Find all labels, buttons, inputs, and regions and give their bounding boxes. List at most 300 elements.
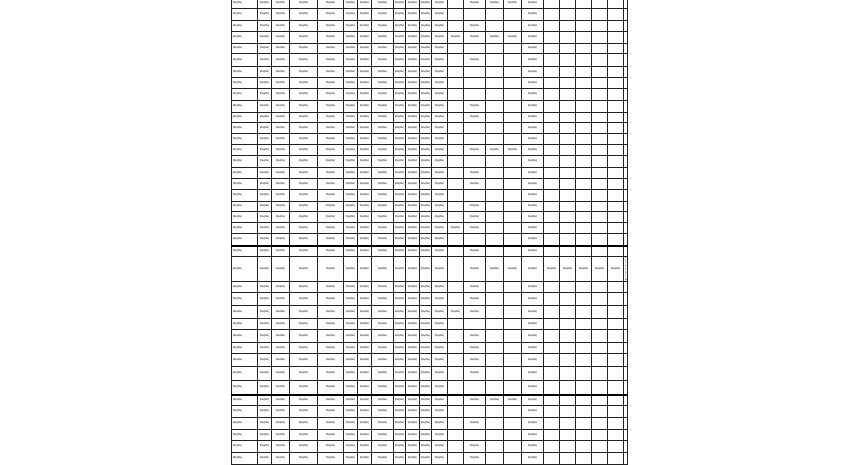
table-cell: [illegible] — [420, 89, 432, 101]
table-cell: [illegible] — [272, 179, 290, 190]
table-cell — [608, 395, 624, 406]
table-cell: [illegible] — [344, 223, 358, 234]
table-cell: [illegible] — [504, 145, 522, 156]
table-cell: [illegible] — [358, 343, 372, 354]
table-cell: [illegible] — [358, 430, 372, 441]
table-cell: [illegible] — [258, 134, 272, 145]
table-cell — [486, 179, 504, 190]
table-cell: [illegible] — [522, 202, 544, 212]
table-cell — [448, 381, 464, 395]
table-cell — [592, 156, 608, 168]
table-cell — [576, 190, 592, 202]
table-cell — [608, 406, 624, 418]
table-cell: [illegible] — [420, 21, 432, 32]
table-cell — [608, 453, 624, 465]
table-cell: [illegible] — [406, 257, 420, 282]
table-cell: [illegible] — [290, 306, 318, 319]
table-cell: [illegible] — [232, 418, 258, 430]
table-cell — [624, 395, 628, 406]
table-cell: [illegible] — [504, 32, 522, 44]
table-row — [232, 395, 628, 406]
table-cell: [illegible] — [358, 306, 372, 319]
table-cell: [illegible] — [258, 441, 272, 453]
table-cell — [592, 0, 608, 9]
table-cell: [illegible] — [432, 257, 448, 282]
table-row — [232, 156, 628, 168]
table-cell — [544, 330, 560, 343]
table-cell — [486, 223, 504, 234]
table-cell: [illegible] — [272, 156, 290, 168]
table-cell — [592, 123, 608, 134]
table-cell: [illegible] — [432, 367, 448, 381]
table-cell: [illegible] — [372, 123, 394, 134]
table-cell — [608, 293, 624, 306]
table-cell: [illegible] — [420, 44, 432, 54]
table-cell — [576, 246, 592, 257]
table-cell: [illegible] — [372, 202, 394, 212]
table-cell: [illegible] — [432, 234, 448, 246]
table-cell: [illegible] — [290, 343, 318, 354]
table-cell: [illegible] — [258, 78, 272, 89]
table-cell: [illegible] — [258, 9, 272, 21]
table-cell — [544, 430, 560, 441]
table-cell — [624, 179, 628, 190]
table-cell: [illegible] — [522, 9, 544, 21]
table-cell — [448, 367, 464, 381]
table-cell: [illegible] — [358, 156, 372, 168]
table-cell — [576, 9, 592, 21]
table-cell: [illegible] — [420, 367, 432, 381]
table-cell — [486, 54, 504, 67]
table-cell: [illegible] — [522, 381, 544, 395]
table-cell: [illegible] — [272, 257, 290, 282]
table-cell: [illegible] — [420, 293, 432, 306]
table-cell: [illegible] — [232, 54, 258, 67]
table-cell: [illegible] — [372, 282, 394, 293]
table-cell — [448, 113, 464, 123]
table-cell — [504, 21, 522, 32]
table-cell: [illegible] — [432, 113, 448, 123]
table-cell — [592, 113, 608, 123]
table-cell: [illegible] — [406, 156, 420, 168]
table-cell: [illegible] — [432, 381, 448, 395]
table-cell — [464, 319, 486, 330]
table-cell: [illegible] — [432, 223, 448, 234]
table-cell — [624, 67, 628, 78]
table-cell: [illegible] — [358, 32, 372, 44]
table-cell — [544, 67, 560, 78]
table-cell: [illegible] — [372, 406, 394, 418]
table-cell — [544, 395, 560, 406]
table-cell — [464, 190, 486, 202]
table-cell — [624, 190, 628, 202]
table-cell — [592, 78, 608, 89]
table-cell: [illegible] — [272, 21, 290, 32]
table-cell: [illegible] — [272, 418, 290, 430]
table-cell — [448, 78, 464, 89]
table-cell: [illegible] — [372, 21, 394, 32]
table-cell — [560, 306, 576, 319]
table-cell: [illegible] — [272, 453, 290, 465]
table-cell: [illegible] — [394, 381, 406, 395]
table-cell: [illegible] — [344, 212, 358, 223]
table-cell: [illegible] — [272, 395, 290, 406]
table-cell: [illegible] — [394, 202, 406, 212]
table-cell — [448, 9, 464, 21]
table-cell: [illegible] — [358, 223, 372, 234]
table-cell: [illegible] — [432, 32, 448, 44]
table-cell: [illegible] — [420, 202, 432, 212]
table-cell: [illegible] — [290, 101, 318, 113]
table-cell: [illegible] — [522, 89, 544, 101]
table-cell — [504, 319, 522, 330]
table-cell — [544, 202, 560, 212]
table-cell — [544, 134, 560, 145]
table-cell: [illegible] — [464, 168, 486, 179]
table-cell — [544, 246, 560, 257]
table-cell — [486, 453, 504, 465]
table-cell: [illegible] — [464, 354, 486, 367]
table-cell — [592, 134, 608, 145]
table-cell: [illegible] — [464, 0, 486, 9]
table-cell: [illegible] — [372, 89, 394, 101]
table-cell — [608, 202, 624, 212]
table-cell: [illegible] — [272, 67, 290, 78]
table-cell: [illegible] — [394, 21, 406, 32]
table-cell: [illegible] — [522, 223, 544, 234]
table-cell: [illegible] — [394, 282, 406, 293]
table-cell: [illegible] — [406, 123, 420, 134]
table-cell — [448, 21, 464, 32]
table-cell: [illegible] — [318, 306, 344, 319]
table-cell — [486, 293, 504, 306]
table-cell: [illegible] — [344, 44, 358, 54]
table-cell: [illegible] — [394, 0, 406, 9]
table-cell: [illegible] — [432, 319, 448, 330]
table-cell — [486, 418, 504, 430]
table-cell — [608, 145, 624, 156]
table-cell: [illegible] — [358, 9, 372, 21]
table-cell — [608, 441, 624, 453]
table-cell — [464, 234, 486, 246]
table-cell: [illegible] — [272, 282, 290, 293]
table-cell: [illegible] — [394, 168, 406, 179]
table-cell: [illegible] — [318, 282, 344, 293]
table-cell: [illegible] — [318, 179, 344, 190]
table-cell: [illegible] — [522, 145, 544, 156]
table-cell — [608, 430, 624, 441]
table-cell: [illegible] — [420, 101, 432, 113]
table-cell: [illegible] — [522, 123, 544, 134]
table-cell: [illegible] — [258, 406, 272, 418]
table-cell — [448, 145, 464, 156]
table-row — [232, 293, 628, 306]
table-row — [232, 67, 628, 78]
table-row — [232, 123, 628, 134]
table-cell: [illegible] — [232, 430, 258, 441]
table-cell: [illegible] — [318, 430, 344, 441]
table-cell: [illegible] — [522, 156, 544, 168]
table-cell: [illegible] — [394, 54, 406, 67]
table-cell — [464, 67, 486, 78]
table-cell: [illegible] — [522, 0, 544, 9]
table-cell: [illegible] — [290, 179, 318, 190]
table-row — [232, 145, 628, 156]
table-cell — [624, 101, 628, 113]
table-cell: [illegible] — [358, 44, 372, 54]
table-cell: [illegible] — [522, 430, 544, 441]
table-cell: [illegible] — [272, 441, 290, 453]
table-cell — [504, 168, 522, 179]
table-cell: [illegible] — [290, 223, 318, 234]
table-cell: [illegible] — [318, 453, 344, 465]
table-cell: [illegible] — [358, 381, 372, 395]
table-cell: [illegible] — [406, 134, 420, 145]
table-cell — [464, 123, 486, 134]
table-cell: [illegible] — [464, 212, 486, 223]
table-cell: [illegible] — [290, 9, 318, 21]
table-cell: [illegible] — [258, 381, 272, 395]
table-cell: [illegible] — [406, 44, 420, 54]
table-cell — [504, 78, 522, 89]
table-cell: [illegible] — [406, 319, 420, 330]
table-cell: [illegible] — [358, 234, 372, 246]
table-cell: [illegible] — [464, 441, 486, 453]
table-cell: [illegible] — [258, 89, 272, 101]
table-cell — [504, 430, 522, 441]
table-cell: [illegible] — [232, 179, 258, 190]
table-cell: [illegible] — [344, 202, 358, 212]
table-cell: [illegible] — [258, 101, 272, 113]
table-cell: [illegible] — [432, 282, 448, 293]
table-cell — [576, 212, 592, 223]
table-cell: [illegible] — [394, 89, 406, 101]
table-cell: [illegible] — [232, 319, 258, 330]
table-cell — [576, 32, 592, 44]
table-cell: [illegible] — [232, 293, 258, 306]
table-cell — [608, 134, 624, 145]
table-cell — [592, 354, 608, 367]
table-cell — [486, 202, 504, 212]
table-cell — [608, 179, 624, 190]
table-cell: [illegible] — [344, 113, 358, 123]
table-cell: [illegible] — [406, 145, 420, 156]
table-cell: [illegible] — [372, 234, 394, 246]
table-cell — [592, 418, 608, 430]
table-cell: [illegible] — [522, 282, 544, 293]
table-cell: [illegible] — [344, 343, 358, 354]
table-cell — [504, 123, 522, 134]
table-cell: [illegible] — [372, 354, 394, 367]
table-cell — [624, 330, 628, 343]
table-cell — [592, 282, 608, 293]
table-cell — [576, 123, 592, 134]
table-cell: [illegible] — [420, 179, 432, 190]
table-cell: [illegible] — [372, 54, 394, 67]
table-cell: [illegible] — [394, 134, 406, 145]
table-cell — [544, 156, 560, 168]
table-cell — [560, 168, 576, 179]
table-cell: [illegible] — [394, 246, 406, 257]
table-cell — [486, 343, 504, 354]
table-cell — [608, 78, 624, 89]
table-cell: [illegible] — [232, 89, 258, 101]
table-cell: [illegible] — [420, 212, 432, 223]
table-cell — [560, 9, 576, 21]
table-cell — [486, 212, 504, 223]
table-cell: [illegible] — [272, 212, 290, 223]
table-cell: [illegible] — [406, 179, 420, 190]
table-row — [232, 168, 628, 179]
table-cell: [illegible] — [318, 202, 344, 212]
table-cell: [illegible] — [394, 430, 406, 441]
table-cell: [illegible] — [372, 293, 394, 306]
table-cell: [illegible] — [394, 44, 406, 54]
table-cell — [624, 367, 628, 381]
table-cell: [illegible] — [394, 354, 406, 367]
table-cell: [illegible] — [394, 395, 406, 406]
table-cell — [560, 212, 576, 223]
table-cell: [illegible] — [432, 156, 448, 168]
table-row — [232, 202, 628, 212]
table-cell: [illegible] — [290, 67, 318, 78]
table-cell: [illegible] — [592, 257, 608, 282]
table-cell: [illegible] — [406, 223, 420, 234]
table-cell: [illegible] — [420, 453, 432, 465]
table-cell — [486, 330, 504, 343]
table-row — [232, 441, 628, 453]
table-cell — [486, 123, 504, 134]
table-cell — [576, 430, 592, 441]
table-cell: [illegible] — [394, 367, 406, 381]
table-cell: [illegible] — [394, 343, 406, 354]
table-cell: [illegible] — [608, 257, 624, 282]
table-cell: [illegible] — [358, 89, 372, 101]
table-cell: [illegible] — [394, 78, 406, 89]
table-row — [232, 101, 628, 113]
table-cell — [464, 406, 486, 418]
table-cell: [illegible] — [372, 441, 394, 453]
table-cell: [illegible] — [406, 0, 420, 9]
table-cell: [illegible] — [232, 257, 258, 282]
table-cell — [608, 381, 624, 395]
table-cell: [illegible] — [394, 330, 406, 343]
table-cell — [486, 406, 504, 418]
table-cell: [illegible] — [290, 330, 318, 343]
table-cell: [illegible] — [420, 381, 432, 395]
table-cell — [560, 395, 576, 406]
table-cell — [576, 145, 592, 156]
table-cell — [592, 343, 608, 354]
table-cell: [illegible] — [344, 306, 358, 319]
table-cell: [illegible] — [258, 234, 272, 246]
table-cell: [illegible] — [318, 168, 344, 179]
table-row — [232, 113, 628, 123]
table-cell — [504, 202, 522, 212]
table-cell: [illegible] — [258, 179, 272, 190]
table-cell: [illegible] — [318, 234, 344, 246]
table-cell — [608, 21, 624, 32]
table-cell: [illegible] — [372, 32, 394, 44]
table-cell — [608, 319, 624, 330]
table-cell — [544, 32, 560, 44]
table-cell: [illegible] — [420, 113, 432, 123]
table-cell — [624, 123, 628, 134]
table-cell: [illegible] — [406, 282, 420, 293]
table-cell — [504, 9, 522, 21]
table-cell — [608, 44, 624, 54]
table-cell — [560, 293, 576, 306]
table-cell — [486, 354, 504, 367]
table-cell — [560, 123, 576, 134]
table-cell: [illegible] — [258, 223, 272, 234]
table-cell: [illegible] — [318, 223, 344, 234]
table-cell: [illegible] — [272, 0, 290, 9]
table-cell — [504, 406, 522, 418]
table-cell — [504, 223, 522, 234]
table-cell — [624, 306, 628, 319]
table-cell: [illegible] — [344, 156, 358, 168]
table-cell — [544, 168, 560, 179]
table-cell: [illegible] — [394, 101, 406, 113]
table-cell — [448, 168, 464, 179]
table-cell: [illegible] — [420, 32, 432, 44]
table-cell: [illegible] — [318, 367, 344, 381]
table-cell — [448, 190, 464, 202]
table-cell: [illegible] — [406, 246, 420, 257]
table-cell — [448, 319, 464, 330]
table-cell — [544, 89, 560, 101]
table-cell: [illegible] — [272, 223, 290, 234]
table-cell: [illegible] — [358, 354, 372, 367]
table-cell: [illegible] — [344, 54, 358, 67]
table-cell: [illegible] — [625, 257, 627, 281]
table-cell: [illegible] — [232, 123, 258, 134]
table-cell: [illegible] — [432, 54, 448, 67]
table-cell — [624, 293, 628, 306]
table-cell — [624, 168, 628, 179]
table-cell — [560, 367, 576, 381]
table-row — [232, 418, 628, 430]
table-cell: [illegible] — [272, 78, 290, 89]
table-cell — [576, 441, 592, 453]
table-cell — [448, 293, 464, 306]
table-cell: [illegible] — [318, 54, 344, 67]
table-cell: [illegible] — [272, 44, 290, 54]
table-cell: [illegible] — [318, 89, 344, 101]
table-cell: [illegible] — [464, 395, 486, 406]
table-cell: [illegible] — [372, 367, 394, 381]
table-cell: [illegible] — [432, 441, 448, 453]
table-cell: [illegible] — [394, 234, 406, 246]
table-cell: [illegible] — [504, 395, 522, 406]
table-cell: [illegible] — [420, 123, 432, 134]
table-cell: [illegible] — [272, 101, 290, 113]
table-cell: [illegible] — [372, 343, 394, 354]
table-cell: [illegible] — [432, 44, 448, 54]
table-cell — [560, 134, 576, 145]
table-cell: [illegible] — [522, 418, 544, 430]
table-cell — [608, 354, 624, 367]
table-cell — [448, 246, 464, 257]
table-cell — [486, 101, 504, 113]
table-cell: [illegible] — [290, 430, 318, 441]
table-cell: [illegible] — [272, 168, 290, 179]
table-cell: [illegible] — [258, 67, 272, 78]
table-cell: [illegible] — [272, 54, 290, 67]
table-cell: [illegible] — [394, 145, 406, 156]
table-cell — [592, 319, 608, 330]
